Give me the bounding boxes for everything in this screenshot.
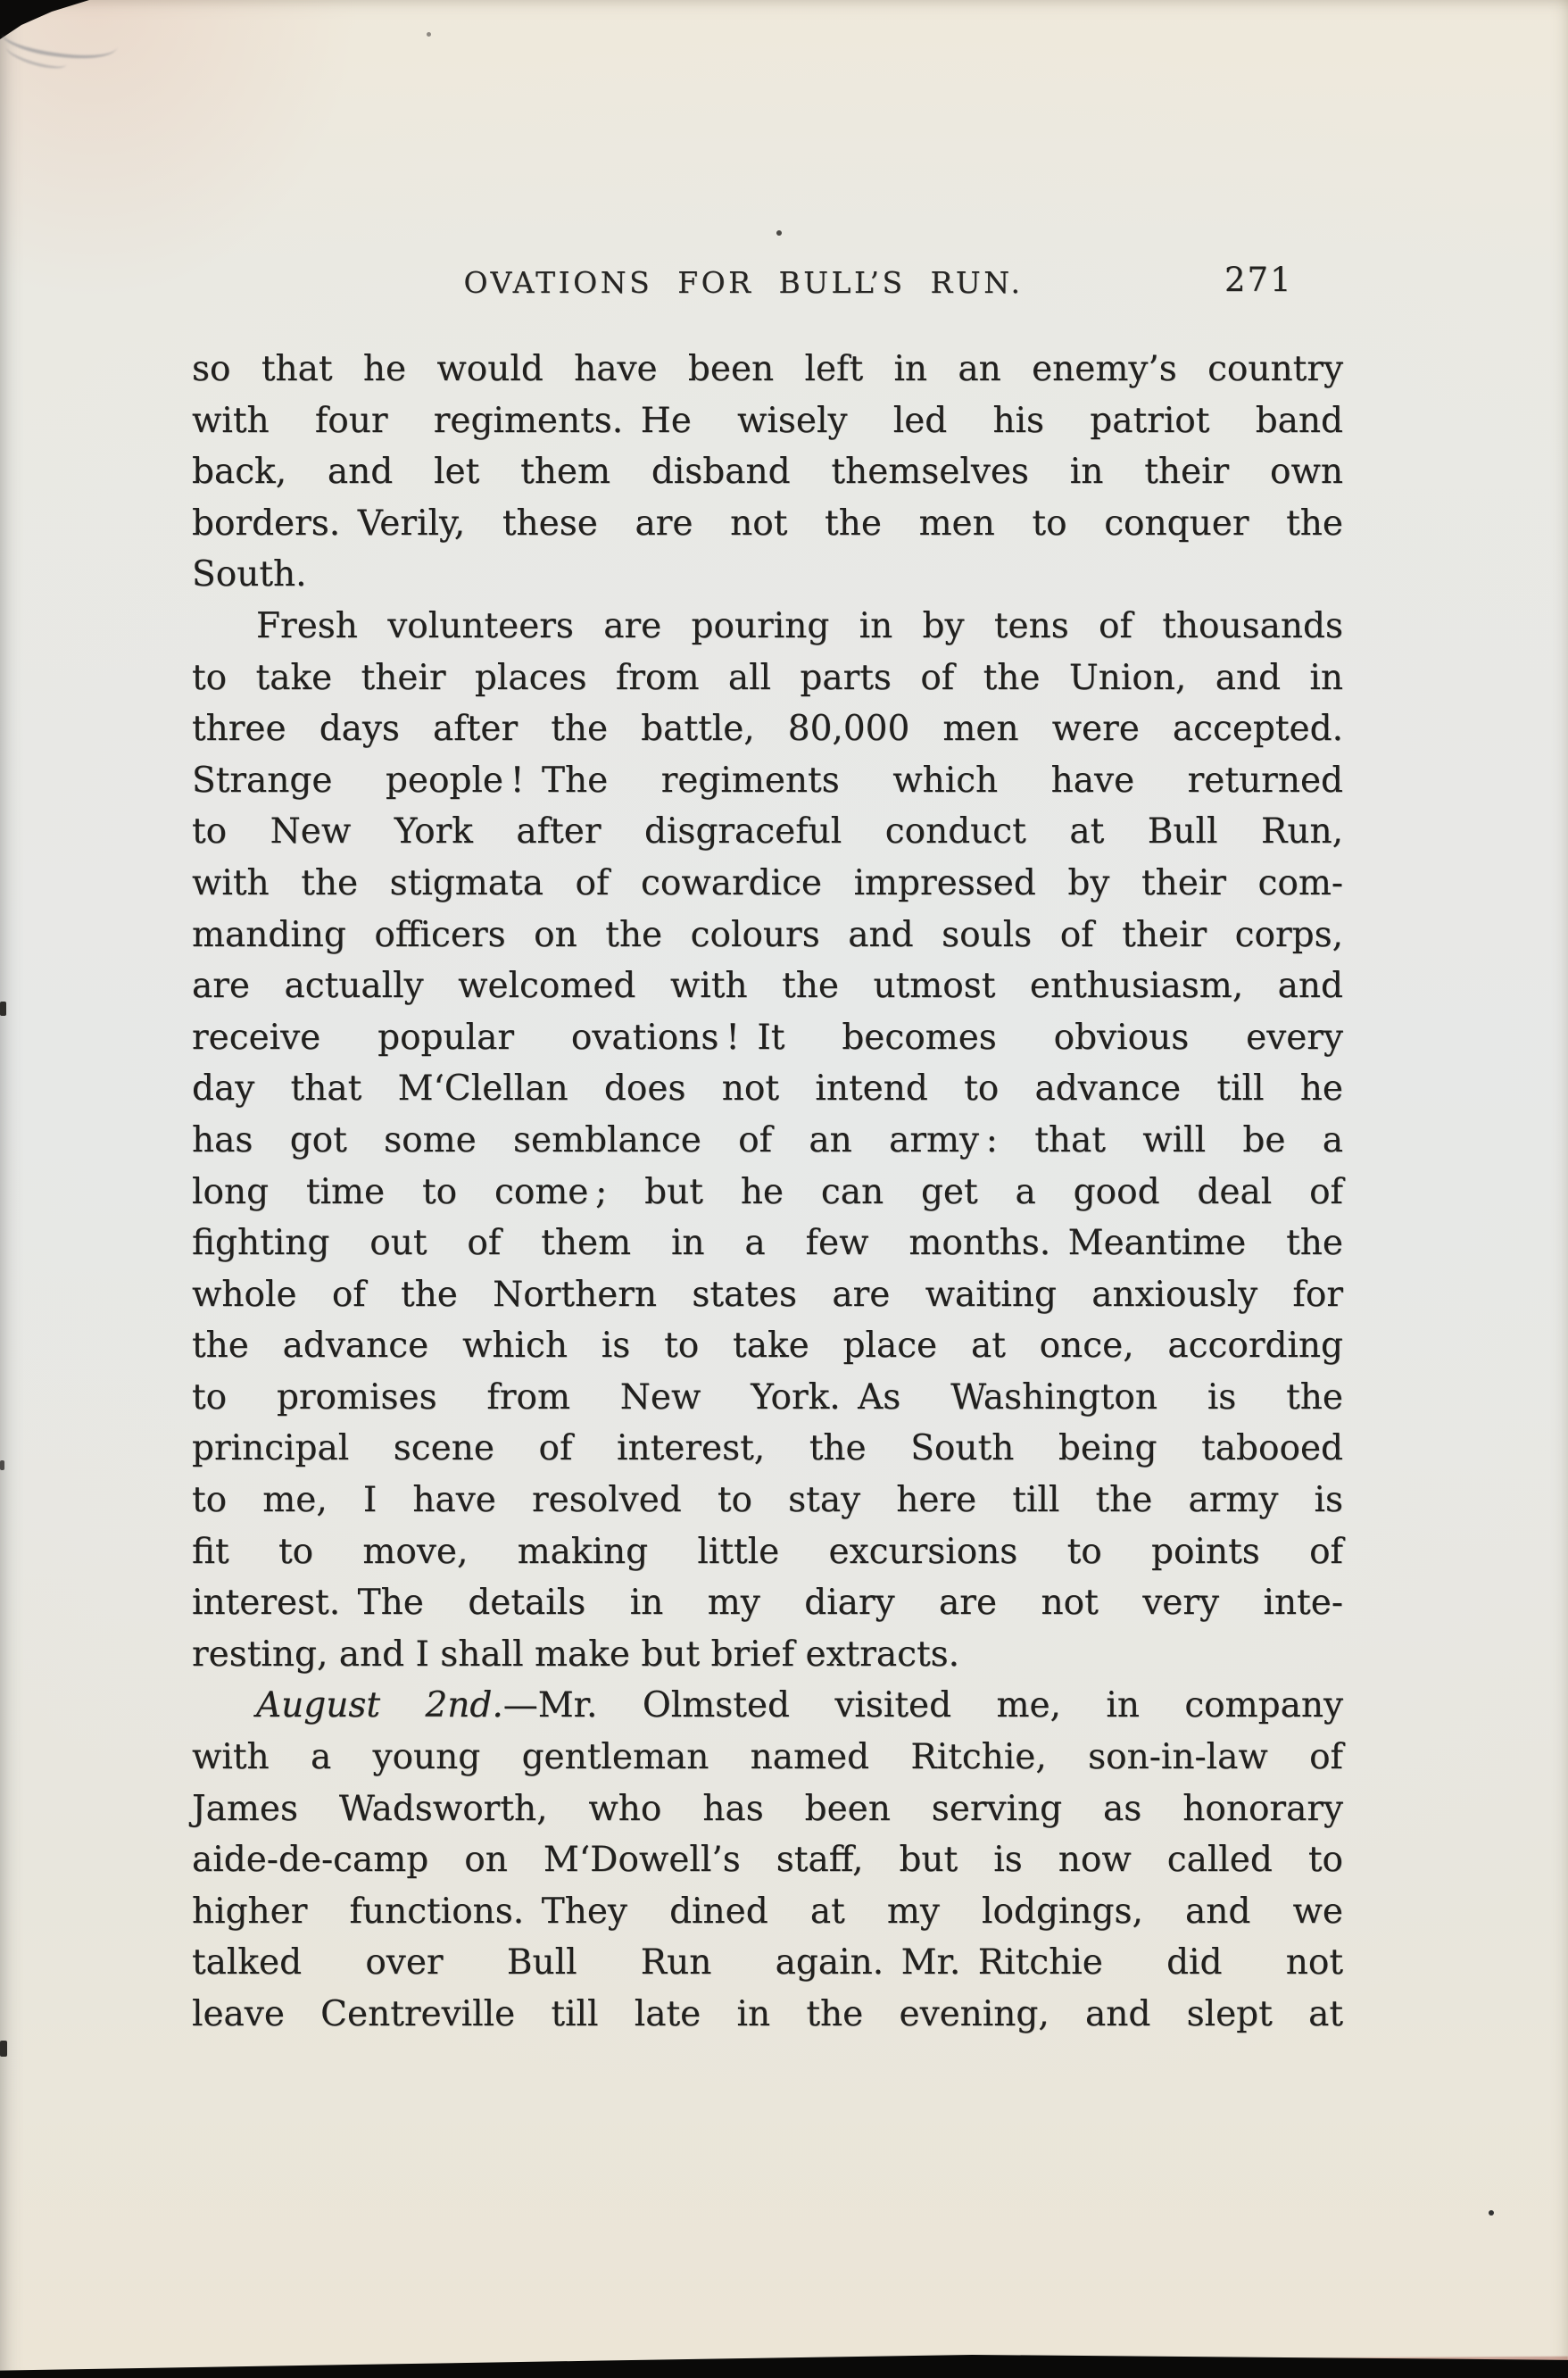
text-line: back, and let them disband themselves in their own [192,452,1343,493]
paper-dot [427,32,431,37]
text-line: Fresh volunteers are pouring in by tens of thousands [256,605,1343,646]
text-line: with four regiments. He wisely led his patriot band [192,400,1343,441]
text-line: interest. The details in my diary are not very inte- [192,1583,1343,1624]
text-line: three days after the battle, 80,000 men were accepted. [192,709,1343,750]
paper-speck [0,1460,4,1470]
text-line: the advance which is to take place at once, according [192,1326,1343,1367]
text-line: principal scene of interest, the South being tabooed [192,1428,1343,1469]
text-line: with the stigmata of cowardice impressed by their com- [192,862,1343,903]
text-line: so that he would have been left in an enemy’s country [192,349,1343,389]
running-header-title: OVATIONS FOR BULL’S RUN. [463,265,1024,300]
text-line: James Wadsworth, who has been serving as honorary [192,1788,1343,1829]
scan-edge-bottom [0,2341,1568,2378]
text-line: has got some semblance of an army : that will be a [192,1119,1343,1160]
text-line: talked over Bull Run again. Mr. Ritchie did not [192,1942,1343,1983]
text-line: whole of the Northern states are waiting anxiously for [192,1274,1343,1315]
text-line: fighting out of them in a few months. Meantime the [192,1223,1343,1264]
text-line: are actually welcomed with the utmost enthusiasm, and [192,966,1343,1007]
text-line: resting, and I shall make but brief extracts. [192,1634,960,1675]
text-line: fit to move, making little excursions to points of [192,1531,1343,1572]
text-line: with a young gentleman named Ritchie, son-in-law of [192,1737,1343,1778]
paper-speck [0,2041,7,2057]
diary-date-italic: August 2nd. [256,1685,503,1726]
text-line: Strange people ! The regiments which have returned [192,760,1343,801]
text-line: to me, I have resolved to stay here till the army is [192,1480,1343,1521]
text-line: leave Centreville till late in the evening, and slept at [192,1994,1343,2034]
text-line: aide-de-camp on M‘Dowell’s staff, but is now called to [192,1840,1343,1881]
text-line: receive popular ovations ! It becomes obvious every [192,1017,1343,1058]
text-line: to promises from New York. As Washington is the [192,1376,1343,1418]
paper-dot [1489,2210,1494,2216]
paper-speck [0,1002,6,1016]
paper-dot [776,230,782,236]
text-line: day that M‘Clellan does not intend to advance till he [192,1068,1343,1110]
page-text-block [192,344,1343,2041]
text-line: manding officers on the colours and souls of their corps, [192,914,1343,955]
text-line: higher functions. They dined at my lodgings, and we [192,1891,1343,1932]
text-line: to New York after disgraceful conduct at Bull Run, [192,811,1343,852]
text-line: August 2nd.—Mr. Olmsted visited me, in company [256,1685,1344,1726]
text-line: borders. Verily, these are not the men to conquer the [192,503,1343,544]
text-line: South. [192,554,307,595]
page-number: 271 [1224,261,1293,299]
text-line: to take their places from all parts of the Union, and in [192,657,1343,698]
text-line: long time to come ; but he can get a good deal of [192,1171,1343,1212]
